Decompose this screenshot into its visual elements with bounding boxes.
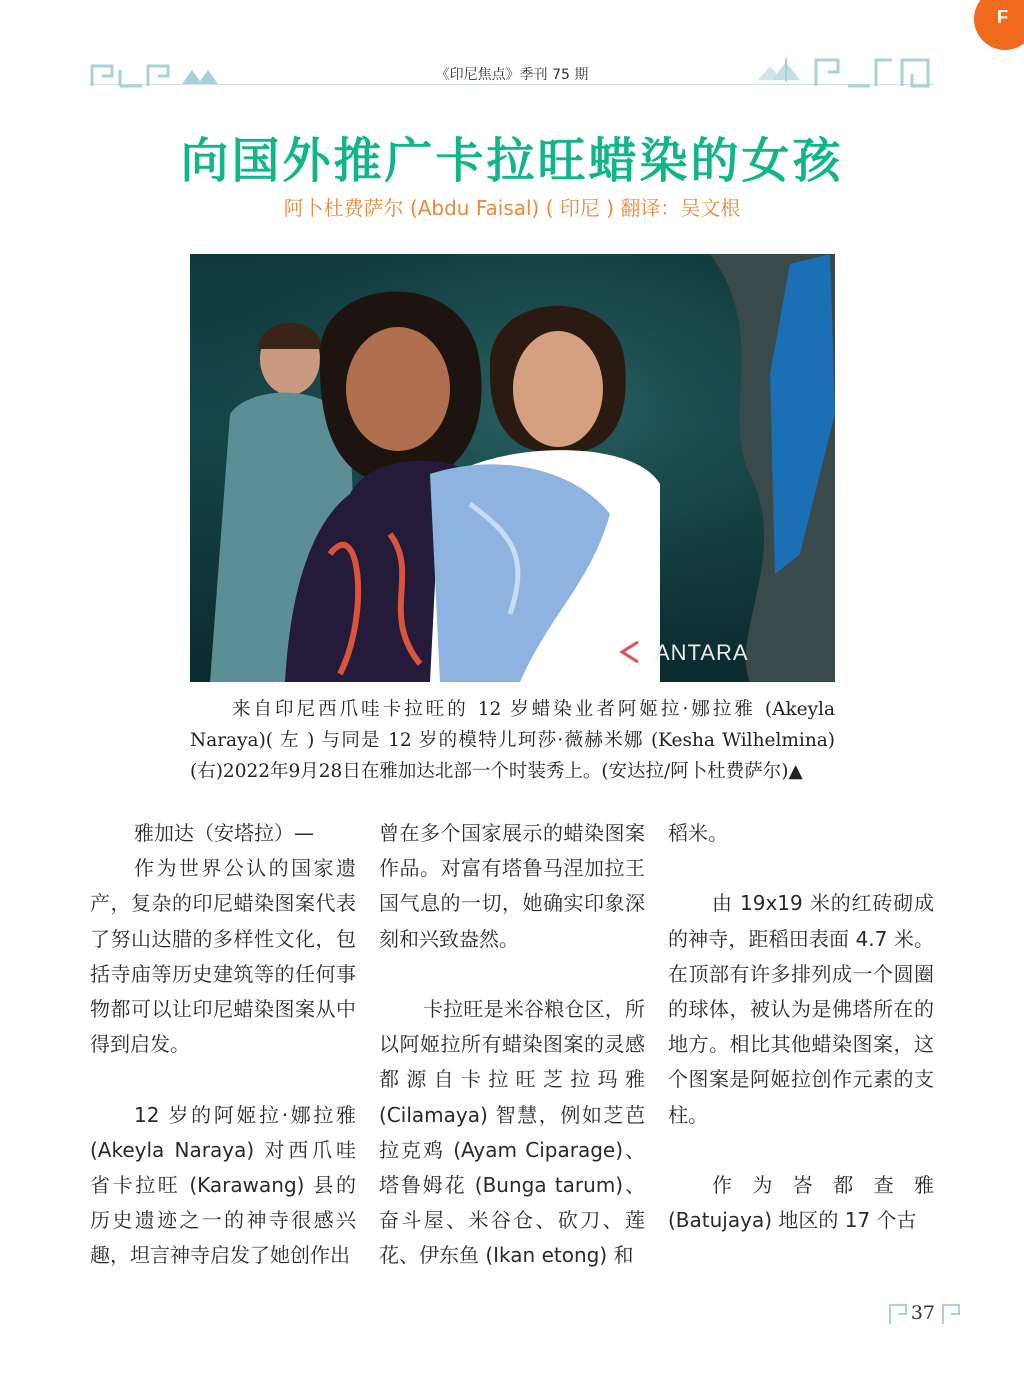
- photo-illustration: [190, 254, 835, 682]
- article-byline: 阿卜杜费萨尔 (Abdu Faisal) ( 印尼 ) 翻译：吴文根: [283, 196, 741, 220]
- paragraph: 稻米。: [668, 821, 728, 845]
- photo-caption: 来自印尼西爪哇卡拉旺的 12 岁蜡染业者阿姬拉·娜拉雅 (Akeyla Naraya)( 左 ) 与同是 12 岁的模特儿珂莎·薇赫米娜 (Kesha Wilhelmina)(右)2022年9月28日在雅加达北部一个时装秀上。(安达拉/阿卜杜费萨尔)▲: [190, 699, 835, 782]
- paragraph: 由 19x19 米的红砖砌成的神寺，距稻田表面 4.7 米。在顶部有许多排列成一个圆圈的球体，被认为是佛塔所在的地方。相比其他蜡染图案，这个图案是阿姬拉创作元素的支柱。: [668, 891, 934, 1127]
- photo-watermark: ANTARA: [655, 640, 749, 665]
- paragraph: 12 岁的阿姬拉·娜拉雅 (Akeyla Naraya) 对西爪哇省卡拉旺 (Karawang) 县的历史遗迹之一的神寺很感兴趣，坦言神寺启发了她创作出: [90, 1102, 356, 1268]
- paragraph: 作为世界公认的国家遗产，复杂的印尼蜡染图案代表了努山达腊的多样性文化，包括寺庙等历史建筑等的任何事物都可以让印尼蜡染图案从中得到启发。: [90, 856, 356, 1057]
- page-number-ornament-right: [940, 1302, 962, 1326]
- body-column-3: [668, 816, 934, 1238]
- snowflake-icon: [758, 58, 800, 82]
- paragraph: 卡拉旺是米谷粮仓区，所以阿姬拉所有蜡染图案的灵感都源自卡拉旺芝拉玛雅 (Cilamaya) 智慧，例如芝芭拉克鸡 (Ayam Ciparage)、塔鲁姆花 (Bunga tarum)、奋斗屋、米谷仓、砍刀、莲花、伊东鱼 (Ikan etong) 和: [379, 997, 645, 1268]
- section-tab: F: [974, 0, 1024, 50]
- running-title: 《印尼焦点》季刊 75 期: [435, 67, 589, 83]
- paragraph: 作为峇都查雅 (Batujaya) 地区的 17 个古: [668, 1173, 934, 1233]
- body-column-2: [379, 816, 645, 1274]
- header-fret-ornament-right: [752, 54, 934, 88]
- page-number: 37: [910, 1302, 935, 1324]
- article-photo: [190, 254, 835, 682]
- page-number-ornament-left: [887, 1302, 909, 1326]
- paragraph: 雅加达（安塔拉）—: [134, 821, 314, 845]
- body-column-1: [90, 816, 356, 1274]
- paragraph: 曾在多个国家展示的蜡染图案作品。对富有塔鲁马涅加拉王国气息的一切，她确实印象深刻和兴致盎然。: [379, 821, 645, 951]
- article-title: 向国外推广卡拉旺蜡染的女孩: [180, 133, 844, 189]
